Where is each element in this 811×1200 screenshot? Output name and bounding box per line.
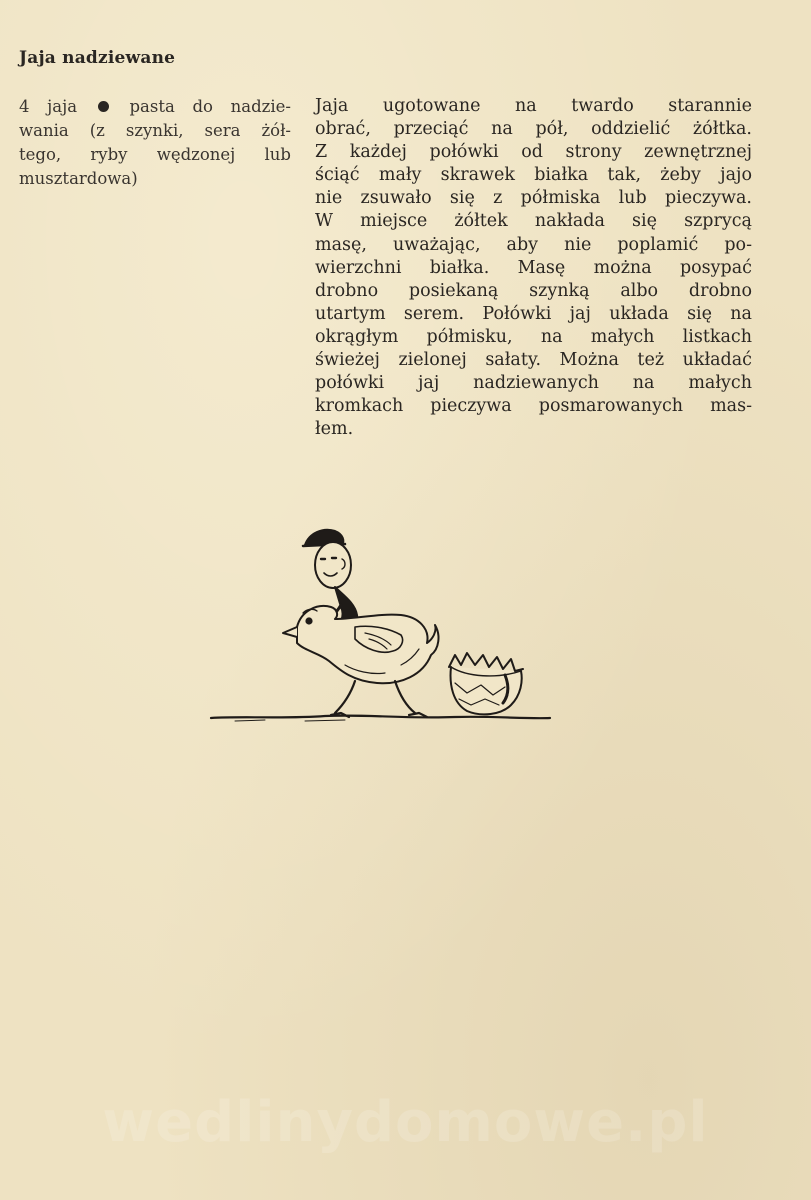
method-line: okrągłym półmisku, na małych listkach [315, 326, 752, 347]
method-line: utartym serem. Połówki jaj układa się na [315, 303, 752, 324]
method-line: nie zsuwało się z półmiska lub pieczywa. [315, 188, 752, 209]
method-line: wierzchni białka. Masę można posypać [315, 257, 752, 278]
watermark-text: wedlinydomowe.pl [102, 1090, 709, 1155]
ingredient-paste: pasta do nadzie- [129, 97, 291, 116]
method-line: świeżej zielonej sałaty. Można też układać [315, 350, 752, 371]
ingredients-line-1 [19, 95, 291, 119]
method-line: łem. [315, 419, 354, 440]
ingredient-eggs: 4 jaja [19, 97, 78, 116]
method-line: Jaja ugotowane na twardo starannie [315, 96, 752, 116]
recipe-title: Jaja nadziewane [19, 48, 176, 68]
method-line: drobno posiekaną szynką albo drobno [315, 280, 752, 301]
method-line: obrać, przeciąć na pół, oddzielić żółtka. [315, 119, 752, 140]
ingredients-line-2: wania (z szynki, sera żół- [19, 121, 291, 140]
method-line: W miejsce żółtek nakłada się szprycą [315, 211, 752, 232]
method-line: masę, uważając, aby nie poplamić po- [315, 234, 752, 255]
recipe-method [315, 95, 752, 441]
ingredients-list [19, 95, 291, 191]
egg-rider-on-chick-drawing-icon [205, 515, 565, 730]
method-line: kromkach pieczywa posmarowanych mas- [315, 396, 752, 417]
method-line: ściąć mały skrawek białka tak, żeby jajo [315, 165, 752, 186]
method-line: połówki jaj nadziewanych na małych [315, 373, 752, 394]
ingredients-line-4: musztardowa) [19, 169, 138, 188]
bullet-dot-icon [98, 101, 109, 112]
ingredients-line-3: tego, ryby wędzonej lub [19, 145, 291, 164]
method-line: Z każdej połówki od strony zewnętrznej [315, 142, 752, 163]
